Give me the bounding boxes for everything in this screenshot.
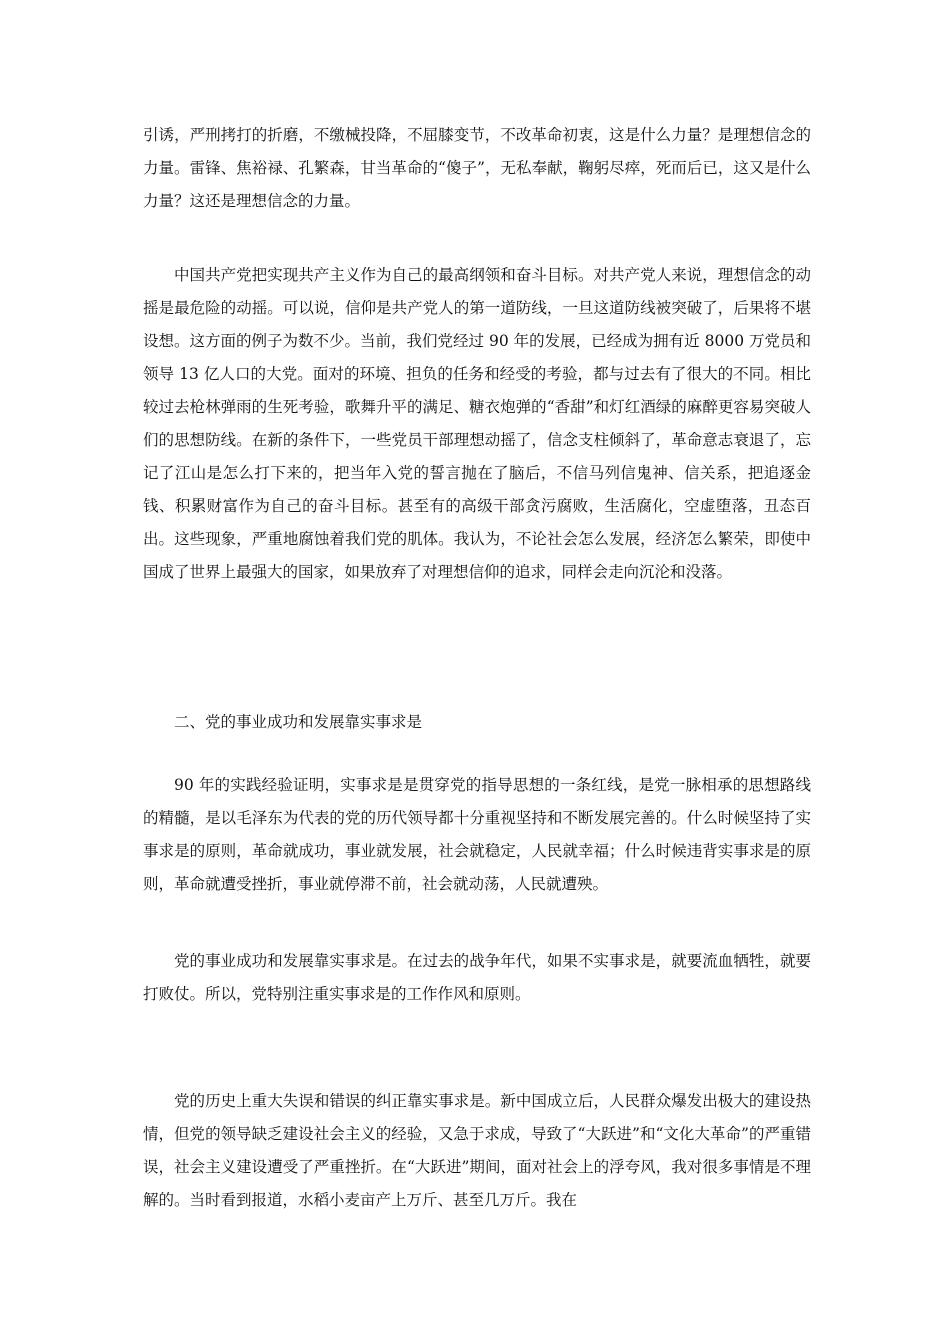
paragraph-party-success: 党的事业成功和发展靠实事求是。在过去的战争年代，如果不实事求是，就要流血牺牲，就要打败仗。所以，党特别注重实事求是的工作作风和原则。: [143, 952, 811, 1003]
paragraph-party-faith: 中国共产党把实现共产主义作为自己的最高纲领和奋斗目标。对共产党人来说，理想信念的动摇是最危险的动摇。可以说，信仰是共产党人的第一道防线，一旦这道防线被突破了，后果将不堪设想。这方面的例子为数不少。当前，我们党经过 90 年的发展，已经成为拥有近 8000 万党员和领导 13 亿人口的大党。面对的环境、担负的任务和经受的考验，都与过去有了很大的不同。相比较过去枪林弹雨的生死考验，歌舞升平的满足、糖衣炮弹的“香甜”和灯红酒绿的麻醉更容易突破人们的思想防线。在新的条件下，一些党员干部理想动摇了，信念支柱倾斜了，革命意志衰退了，忘记了江山是怎么打下来的，把当年入党的誓言抛在了脑后，不信马列信鬼神、信关系，把追逐金钱、积累财富作为自己的奋斗目标。甚至有的高级干部贪污腐败，生活腐化，空虚堕落，丑态百出。这些现象，严重地腐蚀着我们党的肌体。我认为，不论社会怎么发展，经济怎么繁荣，即使中国成了世界上最强大的国家，如果放弃了对理想信仰的追求，同样会走向沉沦和没落。: [143, 266, 811, 581]
section-heading-seek-truth: 二、党的事业成功和发展靠实事求是: [174, 713, 423, 731]
paragraph-ideals-strength: 引诱，严刑拷打的折磨，不缴械投降，不屈膝变节，不改革命初衷，这是什么力量？是理想信念的力量。雷锋、焦裕禄、孔繁森，甘当革命的“傻子”，无私奉献，鞠躬尽瘁，死而后已，这又是什么力量？这还是理想信念的力量。: [143, 126, 811, 210]
paragraph-ninety-years-experience: 90 年的实践经验证明，实事求是是贯穿党的指导思想的一条红线，是党一脉相承的思想路线的精髓，是以毛泽东为代表的党的历代领导都十分重视坚持和不断发展完善的。什么时候坚持了实事求是的原则，革命就成功，事业就发展，社会就稳定，人民就幸福；什么时候违背实事求是的原则，革命就遭受挫折，事业就停滞不前，社会就动荡，人民就遭殃。: [143, 776, 811, 893]
paragraph-historical-errors: 党的历史上重大失误和错误的纠正靠实事求是。新中国成立后，人民群众爆发出极大的建设热情，但党的领导缺乏建设社会主义的经验，又急于求成，导致了“大跃进”和“文化大革命”的严重错误，社会主义建设遭受了严重挫折。在“大跃进”期间，面对社会上的浮夸风，我对很多事情是不理解的。当时看到报道，水稻小麦亩产上万斤、甚至几万斤。我在: [143, 1092, 811, 1209]
